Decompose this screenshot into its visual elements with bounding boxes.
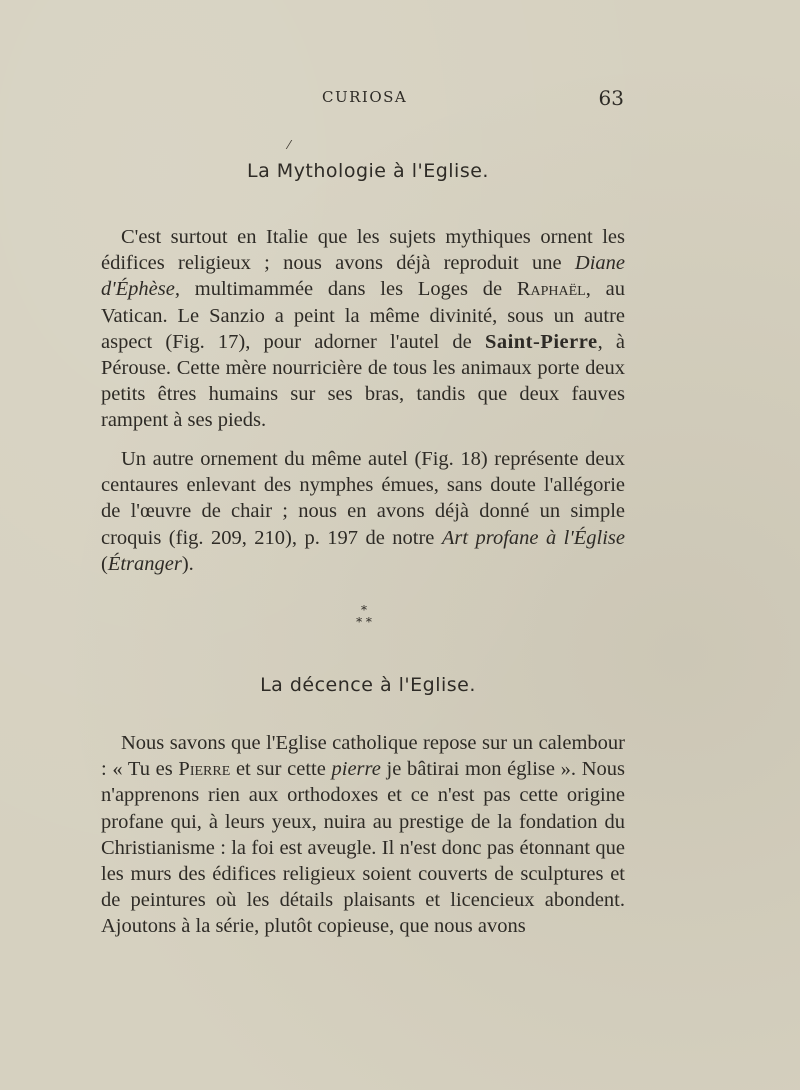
running-title: CURIOSA <box>322 88 408 106</box>
section-heading-decence: La décence à l'Eglise. <box>260 674 476 696</box>
text-run-normal: ). <box>181 552 194 575</box>
text-run-italic: Art profane à l'Église <box>441 526 625 549</box>
text-run-normal: C'est surtout en Italie que les sujets mythiques ornent les édifices religieux ; nous avons déjà reproduit une <box>101 226 625 275</box>
text-run-bold: Saint-Pierre <box>484 330 598 353</box>
ink-mark-icon: ⁄ <box>288 138 291 152</box>
paragraph-text <box>101 730 625 940</box>
text-run-normal: ( <box>101 552 108 575</box>
paragraph-text <box>101 224 625 434</box>
paragraph <box>101 446 625 577</box>
running-head <box>100 86 628 110</box>
text-run-normal: je bâtirai mon église ». Nous n'apprenons rien aux orthodoxes et ce n'est pas cette origine profane qui, à leurs yeux, nuira au prestige de la fondation du Christianisme : la foi est aveugle. Il n'est donc pas étonnant que les murs des édifices religieux soient couverts de sculptures et de peintures où les détails plaisants et licencieux abondent. Ajoutons à la série, plutôt copieuse, que nous avons <box>101 758 625 938</box>
asterism-bottom: * * <box>356 615 372 629</box>
page-number: 63 <box>598 86 624 110</box>
text-run-smallcaps: Pierre <box>178 758 231 781</box>
paragraph <box>101 224 625 434</box>
paragraph <box>101 730 625 940</box>
text-run-normal: Nous savons que l'Eglise catholique repose sur un calembour : « Tu es <box>101 732 625 781</box>
text-run-normal: multimammée dans les Loges de <box>179 278 517 301</box>
text-run-normal: , à Pérouse. Cette mère nourricière de tous les animaux porte deux petits êtres humains sur ses bras, tandis que deux fauves rampent à ses pieds. <box>101 330 625 432</box>
text-run-italic: pierre <box>331 758 381 781</box>
section-heading-mythologie: La Mythologie à l'Eglise. <box>247 160 489 182</box>
text-run-italic: Diane d'Éphèse, <box>101 252 625 301</box>
paragraph-text <box>101 446 625 577</box>
asterism-separator <box>0 604 728 628</box>
text-run-normal: , au Vatican. Le Sanzio a peint la même divinité, sous un autre aspect (Fig. 17), pour adorner l'autel de <box>101 278 625 353</box>
text-run-smallcaps: Raphaël <box>516 278 586 301</box>
text-run-normal: Un autre ornement du même autel (Fig. 18) représente deux centaures enlevant des nymphes émues, sans doute l'allégorie de l'œuvre de chair ; nous en avons déjà donné un simple croquis (fig. 209, 210), p. 197 de notre <box>101 448 625 549</box>
text-run-normal: et sur cette <box>230 758 332 781</box>
text-run-italic: Étranger <box>107 552 182 575</box>
asterism-top: * <box>361 603 367 617</box>
